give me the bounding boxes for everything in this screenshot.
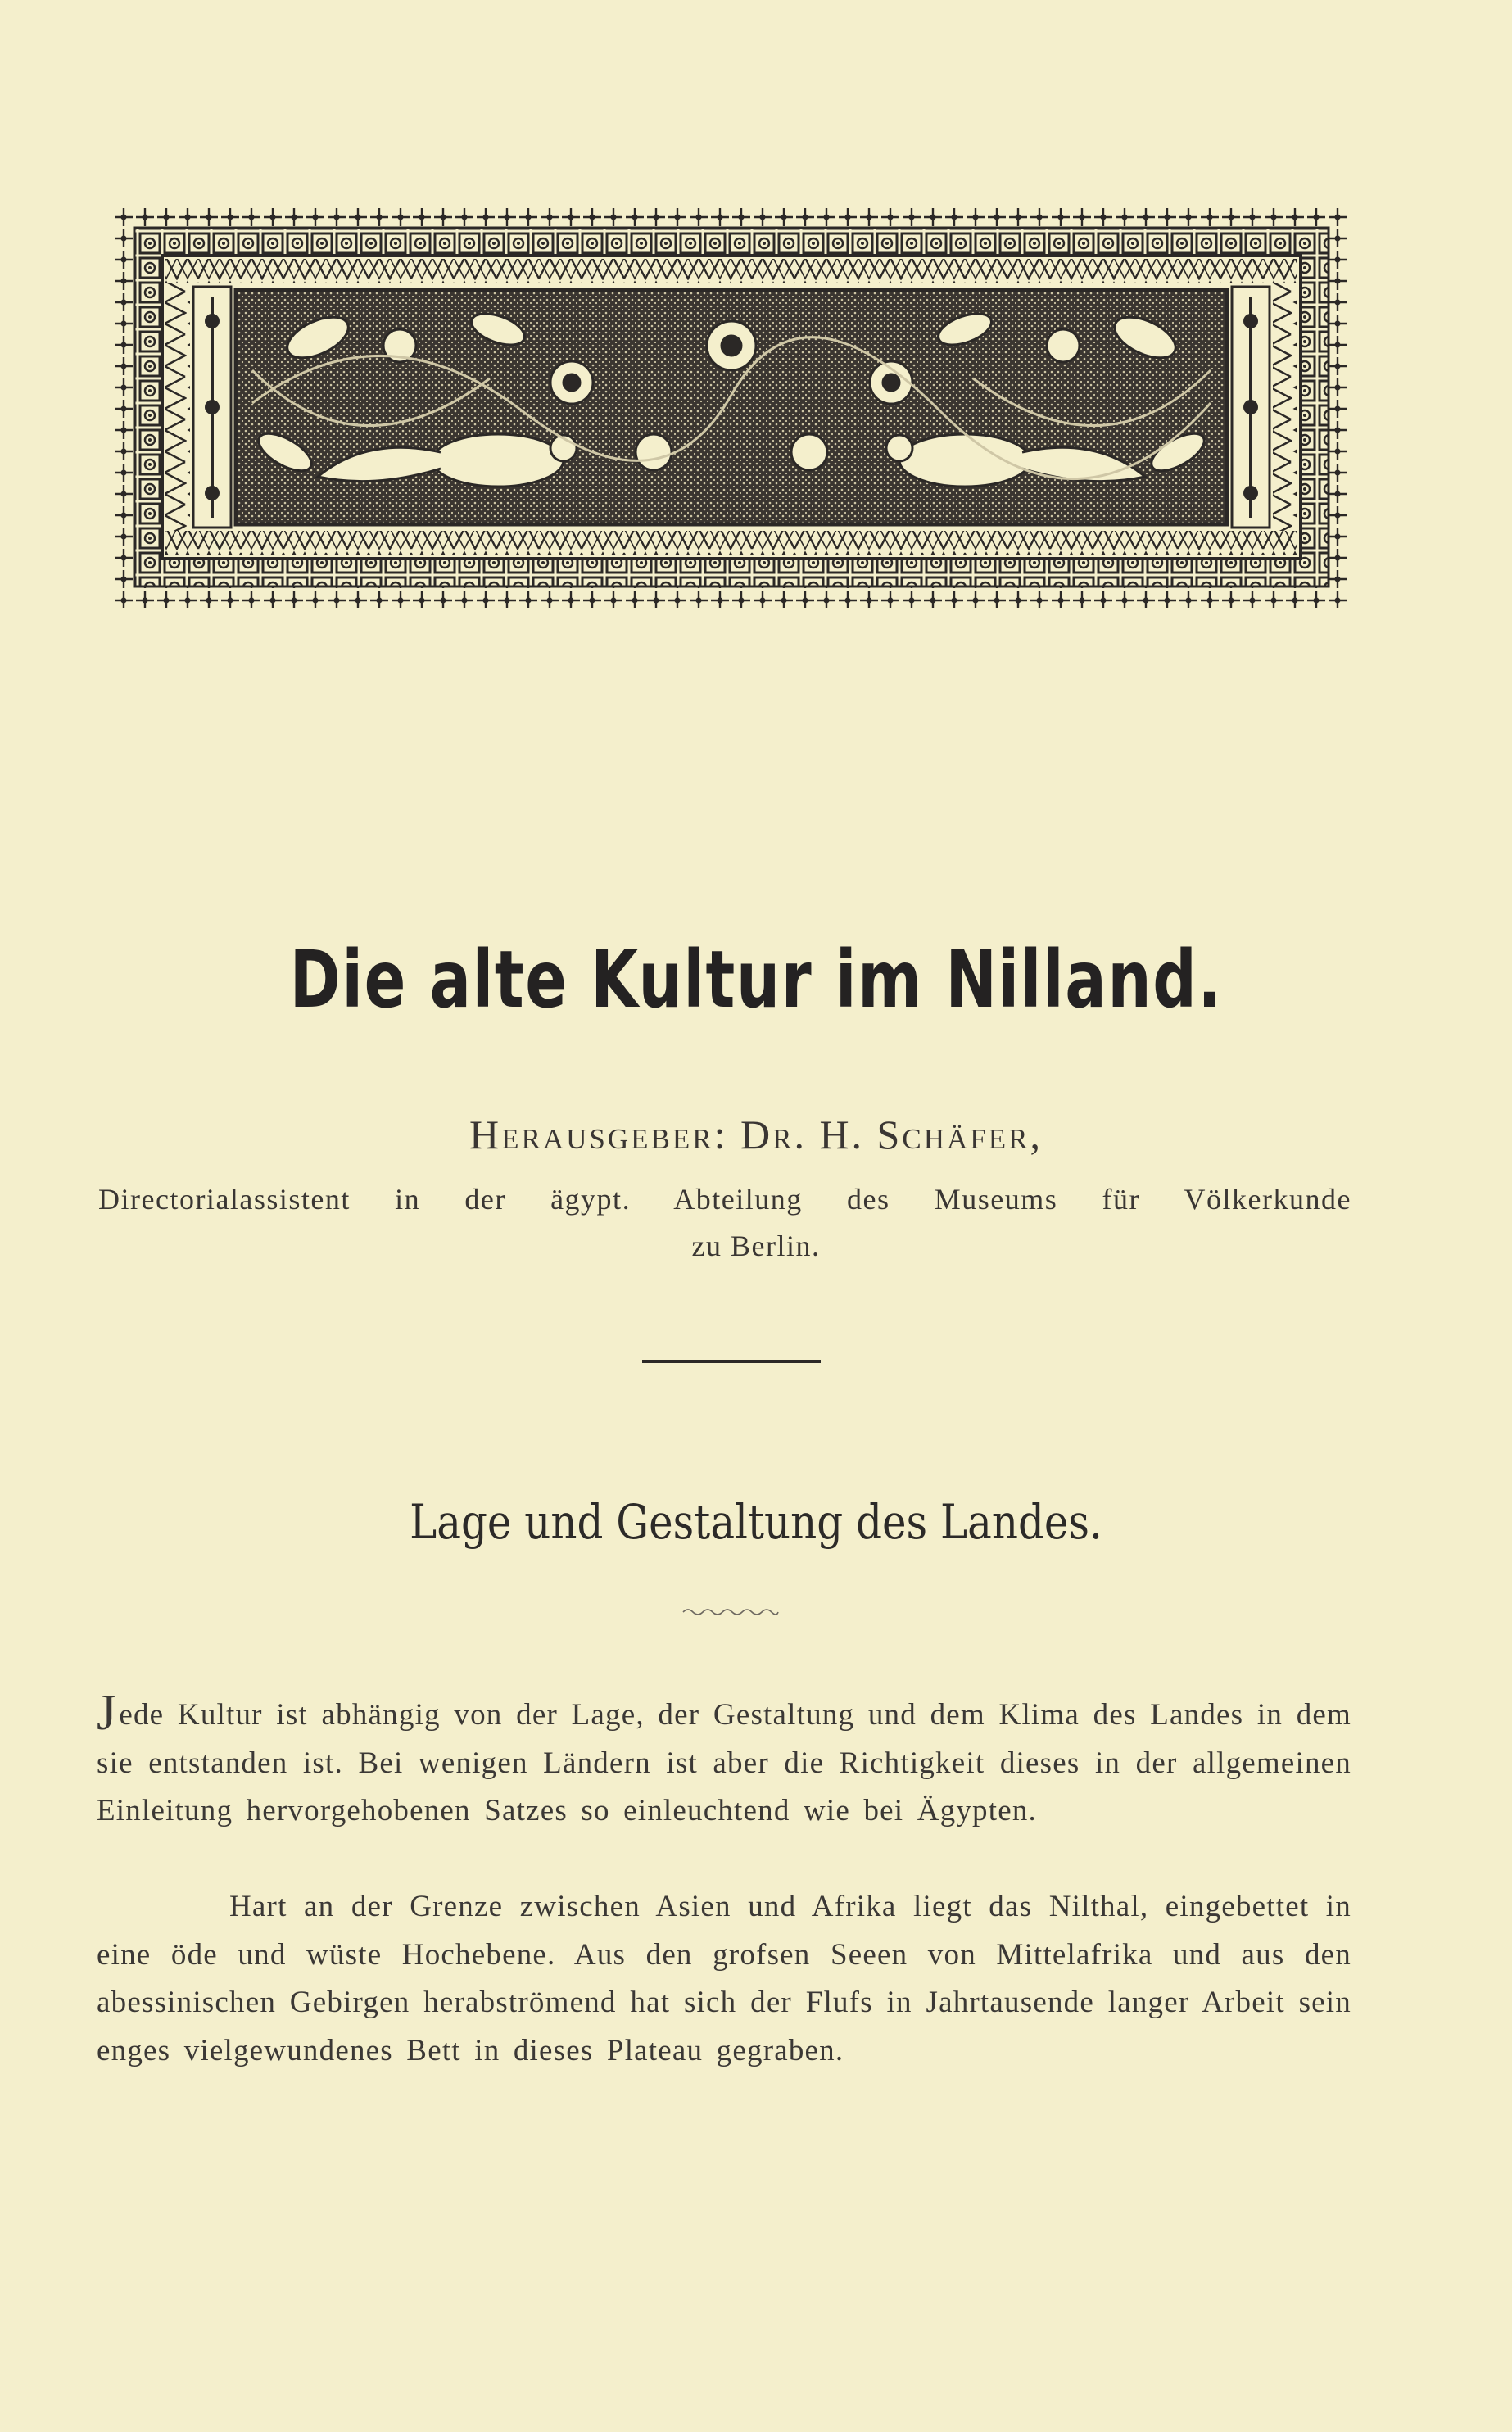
- editor-affiliation: Directorialassistent in der ägypt. Abteilung des Museums für Völkerkunde: [98, 1183, 1351, 1216]
- section-heading: Lage und Gestaltung des Landes.: [410, 1494, 1102, 1550]
- peacock-floral-panel-icon: [236, 290, 1227, 524]
- editor-affiliation-city: zu Berlin.: [691, 1230, 821, 1262]
- horizontal-rule: [642, 1360, 821, 1363]
- body-paragraph: [97, 1685, 1351, 1836]
- ornamental-vignette-icon: [113, 206, 1350, 608]
- wavy-ornament-icon: [681, 1605, 780, 1619]
- book-title: Die alte Kultur im Nilland.: [289, 934, 1223, 1026]
- paragraph-text: ede Kultur ist abhängig von der Lage, der Gestaltung und dem Klima des Landes in dem sie entstanden ist. Bei wenigen Ländern ist aber die Richtigkeit dieses in der allgemeinen Einleitung hervorgehobenen Satzes so einleuchtend wie bei Ägypten.: [97, 1698, 1351, 1827]
- body-paragraph: Hart an der Grenze zwischen Asien und Afrika liegt das Nilthal, eingebettet in eine öde und wüste Hochebene. Aus den grofsen Seeen von Mittelafrika und aus den abessinischen Gebirgen herabströmend hat sich der Flufs in Jahrtausende langer Arbeit sein enges vielgewundenes Bett in dieses Plateau gegraben.: [97, 1890, 1351, 2067]
- initial-letter: J: [97, 1685, 118, 1741]
- editor-credit: Herausgeber: Dr. H. Schäfer,: [469, 1112, 1043, 1157]
